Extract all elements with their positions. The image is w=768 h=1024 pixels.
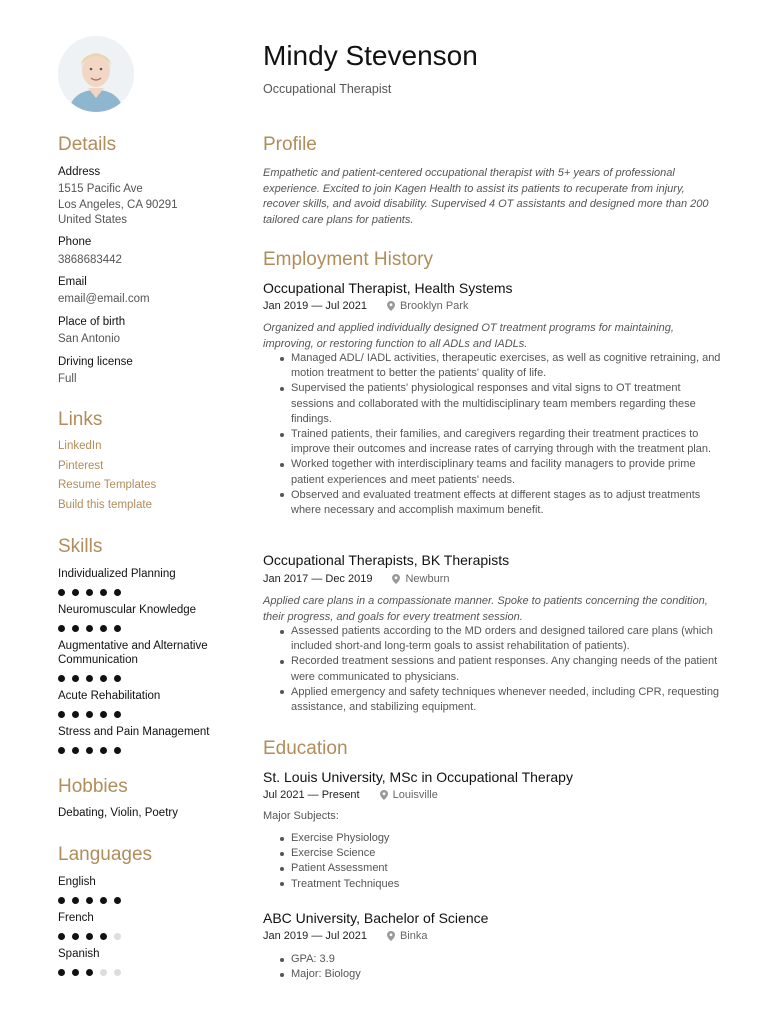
skill-rating — [58, 589, 121, 596]
profile-summary: Empathetic and patient-centered occupational therapist with 5+ years of professional experience. Excited to join Kagen Health to assist its patients to recuperate from injury, recover skills, and avoid disability. Supervised 4 OT assistants and designed more than 200 tailored care plans for patients. — [263, 167, 709, 226]
links-heading: Links — [58, 409, 103, 430]
job-summary: Applied care plans in a compassionate manner. Spoke to patients concerning the condition, their progress, and goals for every treatment session. — [263, 595, 708, 623]
rating-dot-filled — [114, 747, 121, 754]
rating-dot-filled — [100, 675, 107, 682]
language-name: Spanish — [58, 948, 100, 960]
rating-dot-filled — [86, 933, 93, 940]
rating-dot-filled — [72, 711, 79, 718]
job-dates: Jan 2017 — Dec 2019 — [263, 573, 373, 585]
rating-dot-filled — [100, 897, 107, 904]
address-line-2: Los Angeles, CA 90291 — [58, 198, 178, 211]
rating-dot-filled — [86, 711, 93, 718]
rating-dot-filled — [86, 625, 93, 632]
education-heading: Education — [263, 738, 348, 759]
job-entry-title: Occupational Therapists, BK Therapists — [263, 552, 510, 568]
phone-label: Phone — [58, 236, 92, 248]
rating-dot-filled — [86, 675, 93, 682]
skill-rating — [58, 675, 121, 682]
job-location: Brooklyn Park — [399, 300, 469, 312]
rating-dot-filled — [100, 711, 107, 718]
address-label: Address — [58, 166, 101, 178]
details-heading: Details — [58, 134, 117, 155]
address-line-1: 1515 Pacific Ave — [58, 183, 143, 195]
list-item: GPA: 3.9 — [263, 952, 723, 967]
location-pin-icon — [387, 301, 395, 311]
list-item: Assessed patients according to the MD orders and designed tailored care plans (which included short-and long-term goals to assist rehabilitation of patients). — [263, 624, 723, 654]
language-rating — [58, 969, 121, 976]
rating-dot-filled — [114, 711, 121, 718]
skill-rating — [58, 747, 121, 754]
rating-dot-filled — [114, 589, 121, 596]
rating-dot-filled — [86, 747, 93, 754]
rating-dot-filled — [58, 675, 65, 682]
skill-name: Stress and Pain Management — [58, 726, 210, 738]
rating-dot-filled — [100, 625, 107, 632]
rating-dot-filled — [72, 933, 79, 940]
rating-dot-filled — [58, 589, 65, 596]
rating-dot-filled — [72, 747, 79, 754]
address-line-3: United States — [58, 214, 128, 226]
job-summary: Organized and applied individually designed OT treatment programs for maintaining, improving, or restoring function to all ADLs and IADLs. — [263, 322, 674, 350]
link-resume-templates[interactable]: Resume Templates — [58, 479, 157, 491]
list-item: Worked together with interdisciplinary teams and facility managers to provide prime patient experiences and meet patients' needs. — [263, 457, 723, 487]
job-bullets — [263, 624, 723, 715]
rating-dot-filled — [58, 933, 65, 940]
candidate-name: Mindy Stevenson — [263, 40, 478, 71]
job-entry-meta — [263, 573, 450, 585]
skill-name: Augmentative and Alternative Communication — [58, 640, 208, 666]
email-label: Email — [58, 276, 87, 288]
job-dates: Jan 2019 — Jul 2021 — [263, 300, 367, 312]
email-value: email@email.com — [58, 293, 150, 305]
list-item: Applied emergency and safety techniques whenever needed, including CPR, requesting assistance, and stabilizing equipment. — [263, 685, 723, 715]
rating-dot-filled — [58, 969, 65, 976]
rating-dot-filled — [72, 589, 79, 596]
job-entry-title: Occupational Therapist, Health Systems — [263, 280, 513, 296]
rating-dot-filled — [86, 897, 93, 904]
school-entry-title: St. Louis University, MSc in Occupational Therapy — [263, 769, 573, 785]
rating-dot-filled — [58, 747, 65, 754]
school-entry-meta — [263, 789, 438, 801]
birth-value: San Antonio — [58, 333, 121, 345]
rating-dot-filled — [58, 711, 65, 718]
rating-dot-filled — [86, 589, 93, 596]
employment-heading: Employment History — [263, 249, 433, 270]
list-item: Trained patients, their families, and caregivers regarding their treatment practices to improve their outcomes and increase rates of carrying through with the treatment plan. — [263, 427, 723, 457]
language-rating — [58, 933, 121, 940]
list-item: Patient Assessment — [263, 861, 723, 876]
rating-dot-filled — [114, 625, 121, 632]
skill-name: Neuromuscular Knowledge — [58, 604, 197, 616]
phone-value: 3868683442 — [58, 254, 122, 266]
language-rating — [58, 897, 121, 904]
skill-name: Individualized Planning — [58, 568, 176, 580]
birth-label: Place of birth — [58, 316, 126, 328]
skill-rating — [58, 625, 121, 632]
link-build-template[interactable]: Build this template — [58, 499, 152, 511]
list-item: Observed and evaluated treatment effects at different stages as to adjust treatments where necessary and accomplish maximum benefit. — [263, 488, 723, 518]
job-bullets — [263, 351, 723, 518]
rating-dot-empty — [100, 969, 107, 976]
job-location: Newburn — [405, 573, 450, 585]
school-bullets — [263, 952, 723, 982]
avatar — [58, 36, 134, 112]
subjects-label: Major Subjects: — [263, 810, 339, 822]
hobbies-text: Debating, Violin, Poetry — [58, 807, 178, 819]
school-entry-meta — [263, 930, 428, 942]
school-entry-title: ABC University, Bachelor of Science — [263, 910, 489, 926]
rating-dot-filled — [86, 969, 93, 976]
list-item: Recorded treatment sessions and patient responses. Any changing needs of the patient were communicated to physicians. — [263, 654, 723, 684]
location-pin-icon — [392, 574, 400, 584]
list-item: Major: Biology — [263, 967, 723, 982]
rating-dot-filled — [114, 675, 121, 682]
skill-name: Acute Rehabilitation — [58, 690, 161, 702]
school-location: Binka — [399, 930, 428, 942]
languages-heading: Languages — [58, 844, 153, 865]
link-pinterest[interactable]: Pinterest — [58, 460, 104, 472]
list-item: Treatment Techniques — [263, 877, 723, 892]
rating-dot-filled — [72, 897, 79, 904]
rating-dot-filled — [72, 625, 79, 632]
skill-rating — [58, 711, 121, 718]
rating-dot-empty — [114, 969, 121, 976]
rating-dot-filled — [72, 675, 79, 682]
language-name: French — [58, 912, 94, 924]
school-location: Louisville — [392, 789, 438, 801]
license-label: Driving license — [58, 356, 133, 368]
rating-dot-filled — [58, 897, 65, 904]
subjects-list — [263, 831, 723, 892]
job-entry-meta — [263, 300, 468, 312]
rating-dot-filled — [100, 589, 107, 596]
list-item: Exercise Science — [263, 846, 723, 861]
list-item: Supervised the patients' physiological responses and vital signs to OT treatment sessions and collaborated with the multidisciplinary team members regarding these findings. — [263, 381, 723, 427]
list-item: Exercise Physiology — [263, 831, 723, 846]
rating-dot-filled — [114, 897, 121, 904]
location-pin-icon — [387, 931, 395, 941]
language-name: English — [58, 876, 96, 888]
license-value: Full — [58, 373, 77, 385]
skills-heading: Skills — [58, 536, 103, 557]
school-dates: Jul 2021 — Present — [263, 789, 360, 801]
school-dates: Jan 2019 — Jul 2021 — [263, 930, 367, 942]
job-title: Occupational Therapist — [263, 82, 392, 96]
list-item: Managed ADL/ IADL activities, therapeutic exercises, as well as cognitive retraining, and motion treatment to better the patients' quality of life. — [263, 351, 723, 381]
rating-dot-filled — [58, 625, 65, 632]
link-linkedin[interactable]: LinkedIn — [58, 440, 102, 452]
profile-heading: Profile — [263, 134, 317, 155]
rating-dot-filled — [100, 933, 107, 940]
location-pin-icon — [380, 790, 388, 800]
hobbies-heading: Hobbies — [58, 776, 128, 797]
rating-dot-filled — [100, 747, 107, 754]
rating-dot-filled — [72, 969, 79, 976]
rating-dot-empty — [114, 933, 121, 940]
